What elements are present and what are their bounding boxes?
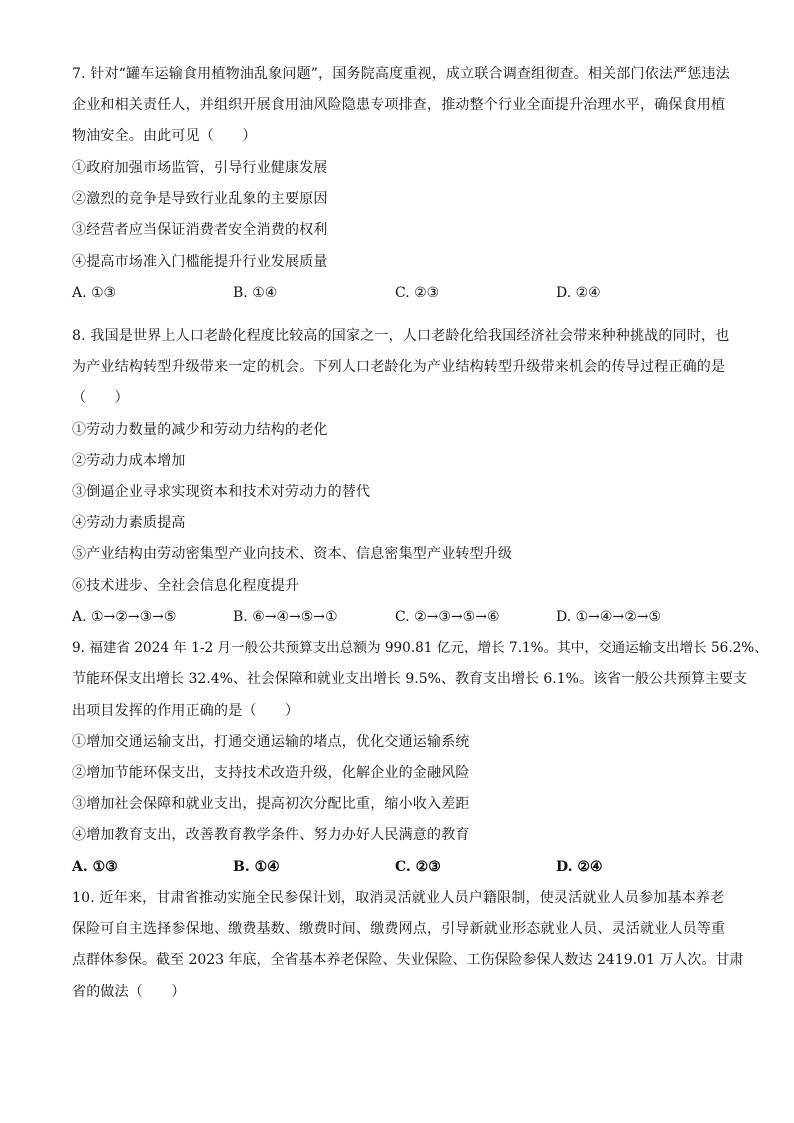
q7-item-1: ①政府加强市场监管，引导行业健康发展 (72, 160, 328, 176)
q10-stem-line-2: 保险可自主选择参保地、缴费基数、缴费时间、缴费网点，引导新就业形态就业人员、灵活就业人员等重 (72, 921, 726, 937)
q9-option-a: A. ①③ (72, 859, 118, 875)
q9-stem-line-1: 9. 福建省 2024 年 1-2 月一般公共预算支出总额为 990.81 亿元，增长 7.1%。其中，交通运输支出增长 56.2%、 (72, 640, 768, 656)
q8-option-a: A. ①→②→③→⑤ (72, 609, 177, 625)
q8-item-4: ④劳动力素质提高 (72, 515, 186, 531)
q9-stem-line-3: 出项目发挥的作用正确的是（ ） (72, 703, 300, 719)
q7-item-2: ②激烈的竞争是导致行业乱象的主要原因 (72, 191, 328, 207)
q7-option-c: C. ②③ (395, 285, 440, 301)
q8-item-5: ⑤产业结构由劳动密集型产业向技术、资本、信息密集型产业转型升级 (72, 546, 513, 562)
q7-option-a: A. ①③ (72, 285, 117, 301)
q9-option-c: C. ②③ (395, 859, 441, 875)
q7-stem-line-2: 企业和相关责任人，并组织开展食用油风险隐患专项排查，推动整个行业全面提升治理水平，确保食用植 (72, 97, 726, 113)
q7-stem-line-1: 7. 针对“罐车运输食用植物油乱象问题”，国务院高度重视，成立联合调查组彻查。相关部门依法严惩违法 (72, 66, 730, 82)
q9-item-1: ①增加交通运输支出，打通交通运输的堵点，优化交通运输系统 (72, 734, 470, 750)
q8-option-b: B. ⑥→④→⑤→① (233, 609, 338, 625)
q8-item-3: ③倒逼企业寻求实现资本和技术对劳动力的替代 (72, 484, 371, 500)
q8-item-1: ①劳动力数量的减少和劳动力结构的老化 (72, 422, 328, 438)
q9-option-d: D. ②④ (556, 859, 603, 875)
q9-item-4: ④增加教育支出，改善教育教学条件、努力办好人民满意的教育 (72, 827, 470, 843)
q10-stem-line-1: 10. 近年来，甘肃省推动实施全民参保计划，取消灵活就业人员户籍限制，使灵活就业人员参加基本养老 (72, 890, 725, 906)
q8-stem-line-1: 8. 我国是世界上人口老龄化程度比较高的国家之一，人口老龄化给我国经济社会带来种种挑战的同时，也 (72, 328, 730, 344)
q7-stem-line-3: 物油安全。由此可见（ ） (72, 128, 257, 144)
q7-option-b: B. ①④ (233, 285, 278, 301)
q8-item-6: ⑥技术进步、全社会信息化程度提升 (72, 578, 300, 594)
q9-item-2: ②增加节能环保支出，支持技术改造升级，化解企业的金融风险 (72, 765, 470, 781)
q8-stem-line-2: 为产业结构转型升级带来一定的机会。下列人口老龄化为产业结构转型升级带来机会的传导过程正确的是 (72, 359, 726, 375)
q7-item-4: ④提高市场准入门槛能提升行业发展质量 (72, 254, 328, 270)
q9-option-b: B. ①④ (233, 859, 280, 875)
q8-stem-line-3: （ ） (72, 390, 129, 406)
q7-item-3: ③经营者应当保证消费者安全消费的权利 (72, 222, 328, 238)
q10-stem-line-4: 省的做法（ ） (72, 984, 186, 1000)
q10-stem-line-3: 点群体参保。截至 2023 年底，全省基本养老保险、失业保险、工伤保险参保人数达 2419.01 万人次。甘肃 (72, 952, 744, 968)
q9-stem-line-2: 节能环保支出增长 32.4%、社会保障和就业支出增长 9.5%、教育支出增长 6.1%。该省一般公共预算主要支 (72, 671, 747, 687)
q8-option-c: C. ②→③→⑤→⑥ (395, 609, 500, 625)
q7-option-d: D. ②④ (556, 285, 601, 301)
q8-option-d: D. ①→④→②→⑤ (556, 609, 662, 625)
q9-item-3: ③增加社会保障和就业支出，提高初次分配比重，缩小收入差距 (72, 796, 470, 812)
q8-item-2: ②劳动力成本增加 (72, 453, 186, 469)
